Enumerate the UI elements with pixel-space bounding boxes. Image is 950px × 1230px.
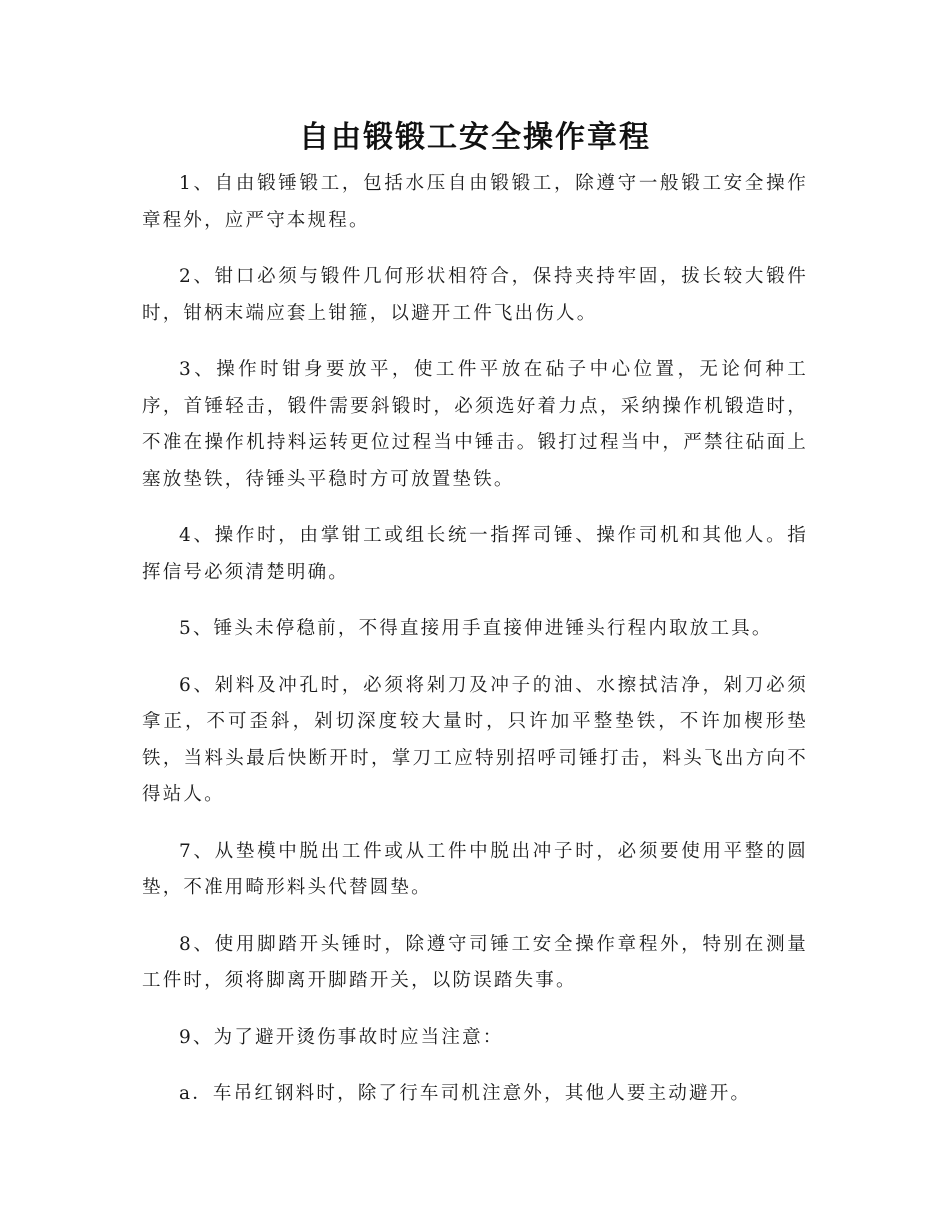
page-title: 自由锻锻工安全操作章程 <box>299 120 651 155</box>
paragraph-9a: a．车吊红钢料时，除了行车司机注意外，其他人要主动避开。 <box>179 1083 752 1104</box>
paragraph-1: 1、自由锻锤锻工，包括水压自由锻锻工，除遵守一般锻工安全操作章程外，应严守本规程。 <box>142 173 808 231</box>
paragraph-6: 6、剁料及冲孔时，必须将剁刀及冲子的油、水擦拭洁净，剁刀必须拿正，不可歪斜，剁切深度较大量时，只许加平整垫铁，不许加楔形垫铁，当料头最后快断开时，掌刀工应特别招呼司锤打击，料头飞出方向不得站人。 <box>142 674 808 805</box>
document-body <box>142 166 808 1133</box>
paragraph-7: 7、从垫模中脱出工件或从工件中脱出冲子时，必须要使用平整的圆垫，不准用畸形料头代替圆垫。 <box>142 840 808 898</box>
paragraph-3: 3、操作时钳身要放平，使工件平放在砧子中心位置，无论何种工序，首锤轻击，锻件需要斜锻时，必须选好着力点，采纳操作机锻造时，不准在操作机持料运转更位过程当中锤击。锻打过程当中，严禁往砧面上塞放垫铁，待锤头平稳时方可放置垫铁。 <box>142 359 808 490</box>
paragraph-4: 4、操作时，由掌钳工或组长统一指挥司锤、操作司机和其他人。指挥信号必须清楚明确。 <box>142 525 808 583</box>
paragraph-5: 5、锤头未停稳前，不得直接用手直接伸进锤头行程内取放工具。 <box>179 618 773 639</box>
paragraph-8: 8、使用脚踏开头锤时，除遵守司锤工安全操作章程外，特别在测量工件时，须将脚离开脚踏开关，以防误踏失事。 <box>142 933 808 991</box>
paragraph-2: 2、钳口必须与锻件几何形状相符合，保持夹持牢固，拔长较大锻件时，钳柄末端应套上钳箍，以避开工件飞出伤人。 <box>142 266 808 324</box>
paragraph-9: 9、为了避开烫伤事故时应当注意： <box>179 1026 504 1048</box>
